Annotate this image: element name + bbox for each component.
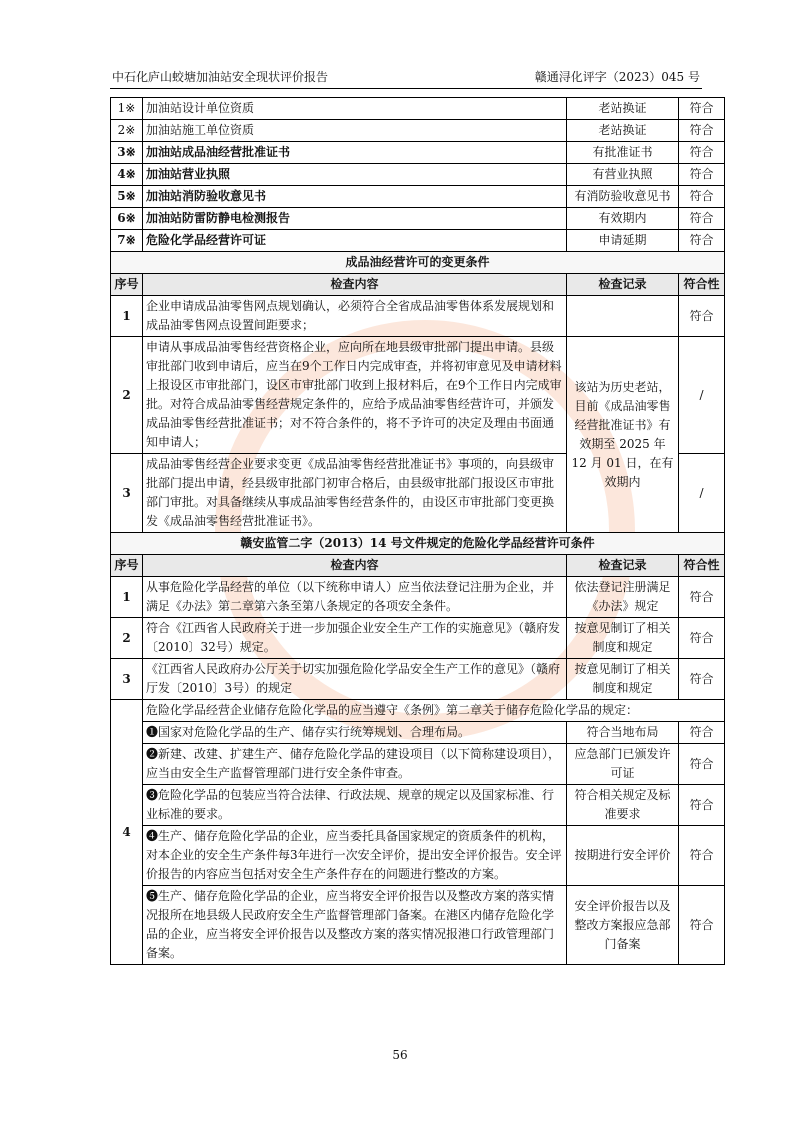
check-record: 符合相关规定及标准要求 (567, 785, 679, 826)
check-record: 有效期内 (567, 208, 679, 230)
compliance-result: 符合 (679, 659, 725, 700)
check-record: 应急部门已颁发许可证 (567, 744, 679, 785)
row-number: 3※ (111, 142, 143, 164)
row-number: 2 (111, 618, 143, 659)
row-number: 2※ (111, 120, 143, 142)
section-title: 成品油经营许可的变更条件 (111, 252, 725, 274)
table-header-row (111, 555, 725, 577)
compliance-result: / (679, 337, 725, 454)
check-content: 符合《江西省人民政府关于进一步加强企业安全生产工作的实施意见》（赣府发〔2010〕32号）规定。 (143, 618, 567, 659)
compliance-result: 符合 (679, 164, 725, 186)
row-number: 4 (111, 700, 143, 965)
header-no: 序号 (111, 555, 143, 577)
check-record: 安全评价报告以及整改方案报应急部门备案 (567, 886, 679, 965)
check-item: 危险化学品经营许可证 (143, 230, 567, 252)
compliance-result: 符合 (679, 785, 725, 826)
qualification-row (111, 142, 725, 164)
row-number: 7※ (111, 230, 143, 252)
check-intro: 危险化学品经营企业储存危险化学品的应当遵守《条例》第二章关于储存危险化学品的规定： (143, 700, 725, 722)
table-row (111, 618, 725, 659)
header-result: 符合性 (679, 555, 725, 577)
check-record: 申请延期 (567, 230, 679, 252)
compliance-result: 符合 (679, 98, 725, 120)
sub-item-row (111, 744, 725, 785)
check-item: 加油站消防验收意见书 (143, 186, 567, 208)
compliance-result: 符合 (679, 826, 725, 886)
qualification-row (111, 164, 725, 186)
table-row (111, 337, 725, 454)
check-record: 依法登记注册满足《办法》规定 (567, 577, 679, 618)
row-number: 3 (111, 659, 143, 700)
evaluation-table (110, 97, 725, 965)
row-number: 6※ (111, 208, 143, 230)
sub-item-row (111, 886, 725, 965)
compliance-result: / (679, 454, 725, 533)
header-record: 检查记录 (567, 555, 679, 577)
row-number: 5※ (111, 186, 143, 208)
check-record: 该站为历史老站，目前《成品油零售经营批准证书》有效期至 2025 年 12 月 01 日，在有效期内 (567, 337, 679, 533)
check-content: 申请从事成品油零售经营资格企业，应向所在地县级审批部门提出申请。县级审批部门收到申请后，应当在9个工作日内完成审查，并将初审意见及申请材料上报设区市审批部门，设区市审批部门收到上报材料后，在9个工作日内完成审批。对符合成品油零售经营规定条件的，应给予成品油零售经营许可，并颁发成品油零售经营批准证书；对不符合条件的，将不予许可的决定及理由书面通知申请人； (143, 337, 567, 454)
qualification-row (111, 230, 725, 252)
compliance-result: 符合 (679, 296, 725, 337)
header-content: 检查内容 (143, 555, 567, 577)
page-number: 56 (392, 1048, 408, 1062)
row-number: 4※ (111, 164, 143, 186)
compliance-result: 符合 (679, 618, 725, 659)
table-header-row (111, 274, 725, 296)
table-row (111, 577, 725, 618)
check-record: 有营业执照 (567, 164, 679, 186)
check-content: 成品油零售经营企业要求变更《成品油零售经营批准证书》事项的，向县级审批部门提出申请，经县级审批部门初审合格后，由县级审批部门报设区市审批部门审批。对具备继续从事成品油零售经营条件的，由设区市审批部门变更换发《成品油零售经营批准证书》。 (143, 454, 567, 533)
compliance-result: 符合 (679, 142, 725, 164)
check-record: 符合当地布局 (567, 722, 679, 744)
compliance-result: 符合 (679, 577, 725, 618)
check-item: 加油站防雷防静电检测报告 (143, 208, 567, 230)
sub-item-row (111, 722, 725, 744)
compliance-result: 符合 (679, 208, 725, 230)
check-record: 按意见制订了相关制度和规定 (567, 618, 679, 659)
row-number: 2 (111, 337, 143, 454)
header-record: 检查记录 (567, 274, 679, 296)
header-report-title: 中石化庐山蛟塘加油站安全现状评价报告 (112, 70, 329, 84)
section-title-row (111, 533, 725, 555)
compliance-result: 符合 (679, 120, 725, 142)
qualification-row (111, 186, 725, 208)
check-record: 按期进行安全评价 (567, 826, 679, 886)
table-row (111, 659, 725, 700)
header-report-number: 赣通浔化评字（2023）045 号 (534, 70, 700, 84)
table-row (111, 700, 725, 722)
row-number: 1 (111, 296, 143, 337)
check-content: 《江西省人民政府办公厅关于切实加强危险化学品安全生产工作的意见》（赣府厅发〔2010〕3号）的规定 (143, 659, 567, 700)
row-number: 3 (111, 454, 143, 533)
check-subitem: ❹生产、储存危险化学品的企业，应当委托具备国家规定的资质条件的机构，对本企业的安全生产条件每3年进行一次安全评价，提出安全评价报告。安全评价报告的内容应当包括对安全生产条件存在的问题进行整改的方案。 (143, 826, 567, 886)
header-divider (110, 88, 702, 89)
compliance-result: 符合 (679, 230, 725, 252)
check-record: 有消防验收意见书 (567, 186, 679, 208)
qualification-row (111, 208, 725, 230)
check-record: 有批准证书 (567, 142, 679, 164)
check-record: 按意见制订了相关制度和规定 (567, 659, 679, 700)
compliance-result: 符合 (679, 886, 725, 965)
check-subitem: ❶国家对危险化学品的生产、储存实行统筹规划、合理布局。 (143, 722, 567, 744)
check-item: 加油站施工单位资质 (143, 120, 567, 142)
sub-item-row (111, 826, 725, 886)
check-subitem: ❷新建、改建、扩建生产、储存危险化学品的建设项目（以下简称建设项目），应当由安全生产监督管理部门进行安全条件审查。 (143, 744, 567, 785)
header-content: 检查内容 (143, 274, 567, 296)
table-row (111, 296, 725, 337)
check-item: 加油站营业执照 (143, 164, 567, 186)
header-no: 序号 (111, 274, 143, 296)
qualification-row (111, 120, 725, 142)
check-content: 从事危险化学品经营的单位（以下统称申请人）应当依法登记注册为企业，并满足《办法》第二章第六条至第八条规定的各项安全条件。 (143, 577, 567, 618)
compliance-result: 符合 (679, 722, 725, 744)
check-item: 加油站成品油经营批准证书 (143, 142, 567, 164)
section-title: 赣安监管二字（2013）14 号文件规定的危险化学品经营许可条件 (111, 533, 725, 555)
sub-item-row (111, 785, 725, 826)
check-content: 企业申请成品油零售网点规划确认，必须符合全省成品油零售体系发展规划和成品油零售网点设置间距要求； (143, 296, 567, 337)
check-item: 加油站设计单位资质 (143, 98, 567, 120)
row-number: 1 (111, 577, 143, 618)
check-subitem: ❺生产、储存危险化学品的企业，应当将安全评价报告以及整改方案的落实情况报所在地县级人民政府安全生产监督管理部门备案。在港区内储存危险化学品的企业，应当将安全评价报告以及整改方案的落实情况报港口行政管理部门备案。 (143, 886, 567, 965)
qualification-row (111, 98, 725, 120)
section-title-row (111, 252, 725, 274)
compliance-result: 符合 (679, 744, 725, 785)
check-record: 老站换证 (567, 98, 679, 120)
check-subitem: ❸危险化学品的包装应当符合法律、行政法规、规章的规定以及国家标准、行业标准的要求。 (143, 785, 567, 826)
header-result: 符合性 (679, 274, 725, 296)
check-record: 老站换证 (567, 120, 679, 142)
check-record (567, 296, 679, 337)
row-number: 1※ (111, 98, 143, 120)
compliance-result: 符合 (679, 186, 725, 208)
